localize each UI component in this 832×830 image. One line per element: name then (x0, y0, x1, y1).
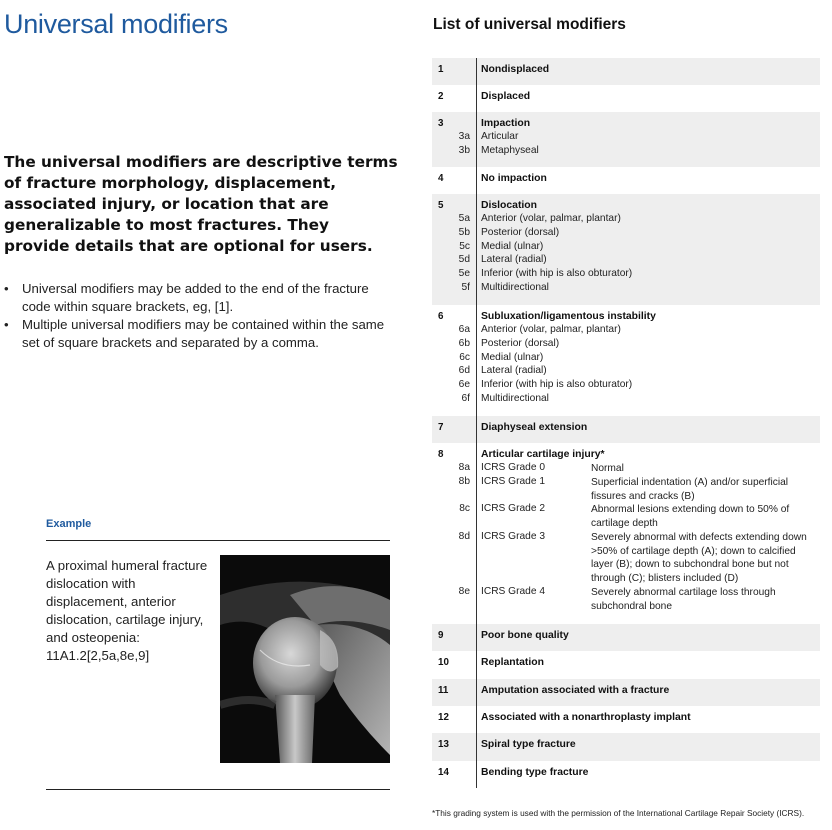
modifier-name: Impaction (481, 118, 531, 129)
grade-name: ICRS Grade 2 (481, 503, 545, 514)
modifier-name: Subluxation/ligamentous instability (481, 311, 656, 322)
sub-modifier-name: Anterior (volar, palmar, plantar) (481, 213, 621, 224)
sub-modifier-code: 5e (458, 268, 470, 280)
modifier-name: Diaphyseal extension (481, 422, 588, 433)
sub-modifier-name: Articular (481, 131, 519, 142)
example-label: Example (46, 518, 92, 530)
modifier-row (432, 85, 820, 112)
bullet-list (4, 280, 399, 352)
sub-modifier-code: 6a (458, 324, 470, 335)
modifier-name: Dislocation (481, 200, 538, 211)
grade-code: 8e (458, 586, 470, 597)
bullet-item: • Universal modifiers may be added to the end of the fracture code within square brackets, eg, [1]. (4, 280, 399, 316)
sub-modifier-code: 6e (458, 379, 470, 391)
grade-name: ICRS Grade 0 (481, 462, 545, 473)
modifier-row (432, 194, 820, 305)
modifier-row (432, 112, 820, 167)
modifier-number: 4 (438, 173, 444, 184)
modifier-row (432, 305, 820, 416)
sub-modifier-code: 5a (458, 213, 470, 224)
sub-modifier-name: Metaphyseal (481, 144, 539, 156)
modifier-number: 10 (438, 657, 449, 668)
modifier-row (432, 443, 820, 624)
sub-modifier-name: Posterior (dorsal) (481, 226, 560, 238)
modifier-name: Displaced (481, 91, 531, 102)
column-divider (476, 112, 477, 167)
sub-modifier-name: Lateral (radial) (481, 254, 547, 266)
modifier-list (432, 58, 820, 788)
sub-modifier-name: Medial (ulnar) (481, 351, 544, 363)
column-divider (476, 85, 477, 112)
sub-modifier-name: Lateral (radial) (481, 365, 547, 377)
sub-modifier-name: Medial (ulnar) (481, 240, 544, 252)
modifier-row (432, 651, 820, 679)
modifier-name: Replantation (481, 657, 544, 668)
grade-code: 8b (458, 476, 470, 487)
sub-modifier-name: Multidirectional (481, 393, 549, 404)
column-divider (476, 706, 477, 733)
modifier-name: Spiral type fracture (481, 739, 576, 750)
modifier-name: No impaction (481, 173, 547, 184)
example-bottom-rule (46, 789, 390, 790)
modifier-row (432, 416, 820, 443)
modifier-number: 8 (438, 449, 444, 460)
modifier-number: 14 (438, 767, 449, 778)
modifier-number: 7 (438, 422, 444, 433)
grade-description: Normal (591, 463, 624, 474)
column-divider (476, 761, 477, 788)
grade-code: 8d (458, 531, 470, 542)
sub-modifier-code: 6f (461, 393, 470, 404)
modifier-name: Articular cartilage injury* (481, 449, 605, 460)
sub-modifier-code: 3b (458, 144, 470, 156)
column-divider (476, 416, 477, 443)
modifier-name: Bending type fracture (481, 767, 589, 778)
sub-modifier-code: 5b (458, 226, 470, 238)
intro-paragraph: The universal modifiers are descriptive terms of fracture morphology, displacement, associated injury, or location that are generalizable to most fractures. They provide details that are optional for users. (4, 153, 398, 255)
modifier-row (432, 624, 820, 651)
modifier-number: 1 (438, 64, 444, 75)
grade-name: ICRS Grade 4 (481, 586, 545, 597)
modifier-row (432, 761, 820, 788)
sub-modifier-name: Anterior (volar, palmar, plantar) (481, 324, 621, 335)
bullet-item: • Multiple universal modifiers may be contained within the same set of square brackets and separated by a comma. (4, 316, 399, 352)
sub-modifier-code: 3a (458, 131, 470, 142)
column-divider (476, 733, 477, 761)
modifier-name: Amputation associated with a fracture (481, 685, 670, 696)
sub-modifier-code: 6d (458, 365, 470, 377)
grade-description: Abnormal lesions extending down to 50% of cartilage depth (591, 504, 790, 529)
example-text (46, 557, 211, 665)
grade-code: 8a (458, 462, 470, 473)
sub-modifier-code: 5d (458, 254, 470, 266)
sub-modifier-code: 5c (459, 240, 470, 252)
example-top-rule (46, 540, 390, 541)
modifier-row (432, 679, 820, 706)
modifier-row (432, 733, 820, 761)
sub-modifier-name: Posterior (dorsal) (481, 337, 560, 349)
column-divider (476, 443, 477, 624)
modifier-number: 12 (438, 712, 449, 723)
footnote: *This grading system is used with the permission of the International Cartilage Repair Society (ICRS). (432, 808, 805, 818)
page-title: Universal modifiers (4, 9, 228, 39)
sub-modifier-name: Inferior (with hip is also obturator) (481, 268, 633, 280)
modifier-name: Nondisplaced (481, 64, 550, 75)
modifier-number: 2 (438, 91, 444, 102)
list-title: List of universal modifiers (433, 16, 626, 33)
shoulder-xray-image (220, 555, 390, 763)
column-divider (476, 167, 477, 194)
grade-name: ICRS Grade 3 (481, 531, 545, 542)
sub-modifier-code: 5f (461, 282, 470, 293)
sub-modifier-code: 6c (459, 351, 470, 363)
modifier-number: 3 (438, 118, 444, 129)
modifier-row (432, 706, 820, 733)
column-divider (476, 651, 477, 679)
modifier-number: 9 (438, 630, 444, 641)
grade-code: 8c (459, 503, 470, 514)
sub-modifier-code: 6b (458, 337, 470, 349)
column-divider (476, 58, 477, 85)
modifier-number: 6 (438, 311, 444, 322)
grade-description: Severely abnormal with defects extending down >50% of cartilage depth (A); down to calcified layer (B); down to subchondral bone but not through (C); blisters included (D) (591, 532, 807, 584)
column-divider (476, 679, 477, 706)
example-code: 11A1.2[2,5a,8e,9] (46, 648, 150, 663)
sub-modifier-name: Inferior (with hip is also obturator) (481, 379, 633, 391)
modifier-name: Poor bone quality (481, 630, 569, 641)
grade-description: Severely abnormal cartilage loss through subchondral bone (591, 587, 776, 612)
modifier-number: 5 (438, 200, 444, 211)
grade-name: ICRS Grade 1 (481, 476, 545, 487)
modifier-row (432, 58, 820, 85)
modifier-name: Associated with a nonarthroplasty implant (481, 712, 691, 723)
modifier-number: 13 (438, 739, 449, 750)
column-divider (476, 305, 477, 416)
column-divider (476, 624, 477, 651)
sub-modifier-name: Multidirectional (481, 282, 549, 293)
example-description: A proximal humeral fracture dislocation with displacement, anterior dislocation, cartilage injury, and osteopenia: (46, 558, 208, 645)
grade-description: Superficial indentation (A) and/or superficial fissures and cracks (B) (591, 477, 789, 502)
modifier-row (432, 167, 820, 194)
column-divider (476, 194, 477, 305)
modifier-number: 11 (438, 685, 449, 696)
